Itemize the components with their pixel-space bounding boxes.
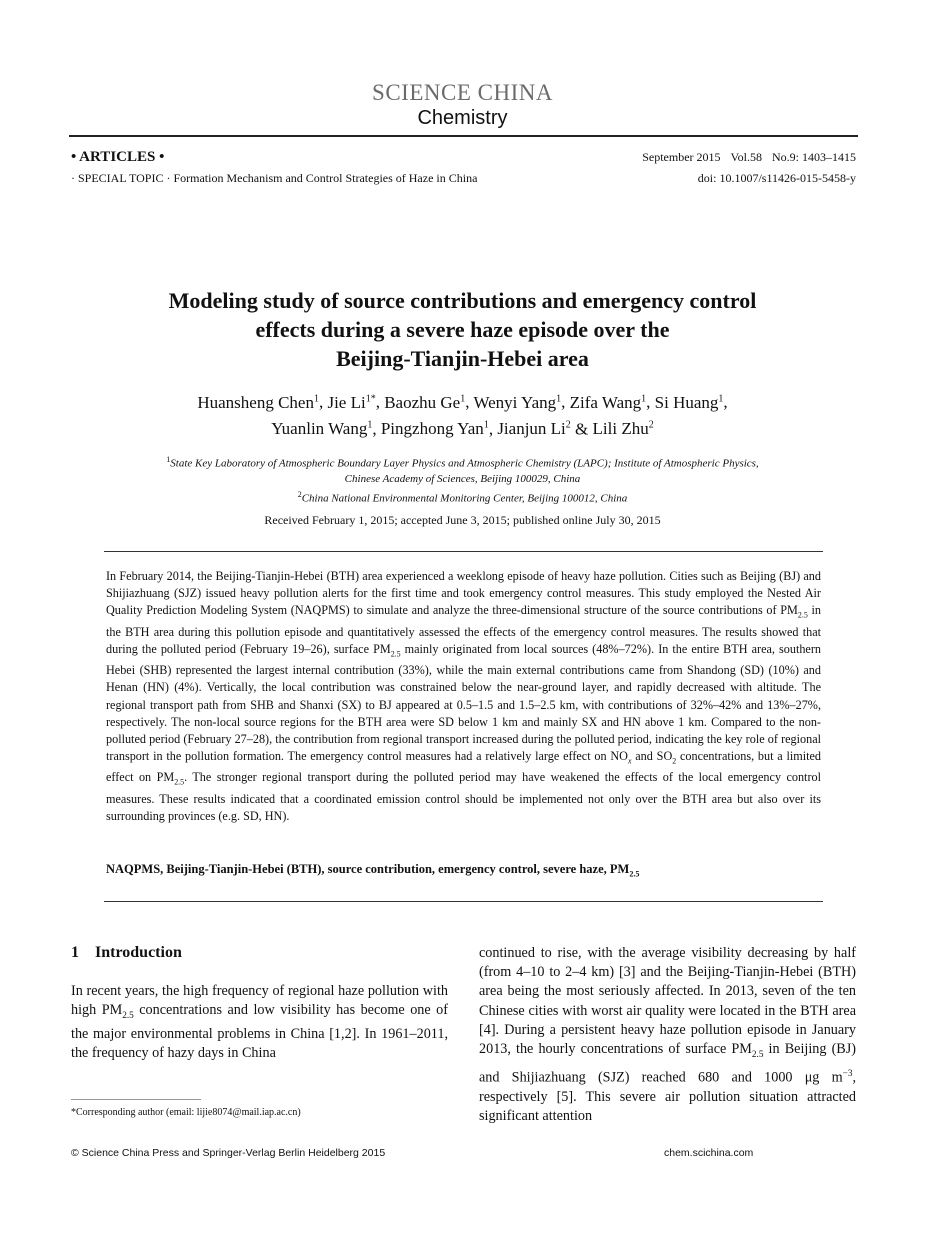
author: Zifa Wang$^1$: [569, 392, 647, 412]
author: Si Huang$^1$: [654, 392, 724, 412]
special-topic: [71, 171, 477, 186]
author: Lili Zhu$^2$: [592, 419, 654, 439]
issue-number: No.9: 1403–1415: [772, 150, 856, 164]
author: Huansheng Chen$^1$: [197, 392, 319, 412]
abstract: In February 2014, the Beijing-Tianjin-Hebei (BTH) area experienced a weeklong episode of heavy haze pollution. Cities such as Beijing (BJ) and Shijiazhuang (SJZ) issued heavy pollution alerts for the first time and took emergency control measures. This study employed the Nested Air Quality Prediction Modeling System (NAQPMS) to simulate and analyze the three-dimensional structure of the source contributions of $PM_{2.5}$ in the BTH area during this pollution episode and quantitatively assessed the effects of the emergency control measures. The results showed that during the polluted period (February 19–26), surface $PM_{2.5}$ mainly originated from local sources (48%–72%). In the entire BTH area, southern Hebei (SHB) represented the largest internal contribution (33%), while the main external contributions came from Shandong (SD) (10%) and Henan (HN) (4%). Vertically, the local contribution was constrained below the near-ground layer, and rapidly decreased with altitude. The regional transport path from SHB and Shanxi (SX) to BJ appeared at 0.5–1.5 and 1.5–2.5 km, with contributions of 32%–42% and 13%–27%, respectively. The non-local source regions for the BTH area were SD below 1 km and mainly SX and HN above 1 km. Compared to the non-polluted period (February 27–28), the contribution from regional transport increased during the polluted period, indicating the key role of regional transport in the pollution formation. The emergency control measures had a relatively large effect on $NO_x$ and $SO_2$ concentrations, but a limited effect on $PM_{2.5}$. The stronger regional transport during the polluted period may have weakened the effects of the local emergency control measures. These results indicated that a coordinated emission control should be implemented not only over the BTH area but also over its surrounding provinces (e.g. SD, HN).: [106, 569, 821, 823]
title-line: Modeling study of source contributions and emergency control: [168, 288, 757, 313]
title-line: Beijing-Tianjin-Hebei area: [336, 346, 589, 371]
journal-subject: Chemistry: [417, 107, 508, 129]
section-heading: 1 Introduction: [71, 944, 182, 961]
right-column: [479, 944, 856, 1126]
article-type: • ARTICLES •: [71, 149, 165, 165]
issue-info: [632, 150, 856, 165]
body-paragraph: continued to rise, with the average visibility decreasing by half (from 4–10 to 2–4 km) [3] and the Beijing-Tianjin-Hebei (BTH) area being the most seriously affected. In 2013, seven of the ten Chinese cities with worst air quality were located in the BTH area [4]. During a persistent heavy haze pollution episode in January 2013, the hourly concentrations of surface $PM_{2.5}$ in Beijing (BJ) and Shijiazhuang (SJZ) reached 680 and 1000 μg $m^{-3}$, respectively [5]. This severe air pollution situation attracted significant attention: [479, 945, 856, 1125]
title-line: effects during a severe haze episode over the: [255, 317, 670, 342]
author: Yuanlin Wang$^1$: [271, 419, 373, 439]
journal-name: SCIENCE CHINA: [372, 80, 553, 105]
corresponding-author-note: *Corresponding author (email: lijie8074@mail.iap.ac.cn): [71, 1107, 301, 1118]
footnote-rule: [71, 1099, 201, 1100]
doi[interactable]: doi: 10.1007/s11426-015-5458-y: [697, 171, 856, 185]
affiliations: [110, 452, 815, 506]
body-paragraph: In recent years, the high frequency of regional haze pollution with high $PM_{2.5}$ concentrations and low visibility has become one of the major environmental problems in China [1,2]. In 1961–2011, the frequency of hazy days in China: [71, 983, 448, 1062]
left-column: [71, 944, 448, 1064]
copyright: © Science China Press and Springer-Verlag Berlin Heidelberg 2015: [71, 1147, 386, 1159]
keywords: NAQPMS, Beijing-Tianjin-Hebei (BTH), source contribution, emergency control, severe haze, $PM_{2.5}$: [106, 862, 640, 879]
author: Jie $Li^{1*}$: [327, 392, 376, 412]
affiliation-1-cont: Chinese Academy of Sciences, Beijing 100029, China: [344, 472, 581, 485]
affiliation-2: $^2$China National Environmental Monitoring Center, Beijing 100012, China: [297, 489, 628, 505]
issue-volume: Vol.58: [730, 150, 762, 164]
author: Pingzhong Yan$^1$: [380, 419, 489, 439]
author: Jianjun Li$^2$: [497, 419, 571, 439]
author: Baozhu Ge$^1$: [384, 392, 466, 412]
special-topic-prefix: · SPECIAL TOPIC ·: [71, 171, 171, 185]
issue-date: September 2015: [642, 150, 721, 164]
journal-url[interactable]: chem.scichina.com: [664, 1147, 754, 1159]
header-rule: [69, 135, 858, 137]
abstract-rule-top: [104, 551, 823, 552]
abstract-rule-bottom: [104, 901, 823, 902]
author-list: [90, 387, 835, 440]
affiliation-1: $^1$State Key Laboratory of Atmospheric Boundary Layer Physics and Atmospheric Chemistry (LAPC); Institute of Atmospheric Physics,: [166, 455, 759, 470]
author-line: Huansheng Chen$^1$, Jie $Li^{1*}$, Baozhu Ge$^1$, Wenyi Yang$^1$, Zifa Wang$^1$, Si Huang$^1$,: [197, 392, 728, 412]
author-line: Yuanlin Wang$^1$, Pingzhong Yan$^1$, Jianjun Li$^2$ & Lili Zhu$^2$: [271, 419, 654, 439]
author: Wenyi Yang$^1$: [473, 392, 562, 412]
received-dates: Received February 1, 2015; accepted June 3, 2015; published online July 30, 2015: [264, 513, 661, 527]
special-topic-name: Formation Mechanism and Control Strategies of Haze in China: [173, 171, 478, 185]
paper-title: [100, 286, 825, 373]
